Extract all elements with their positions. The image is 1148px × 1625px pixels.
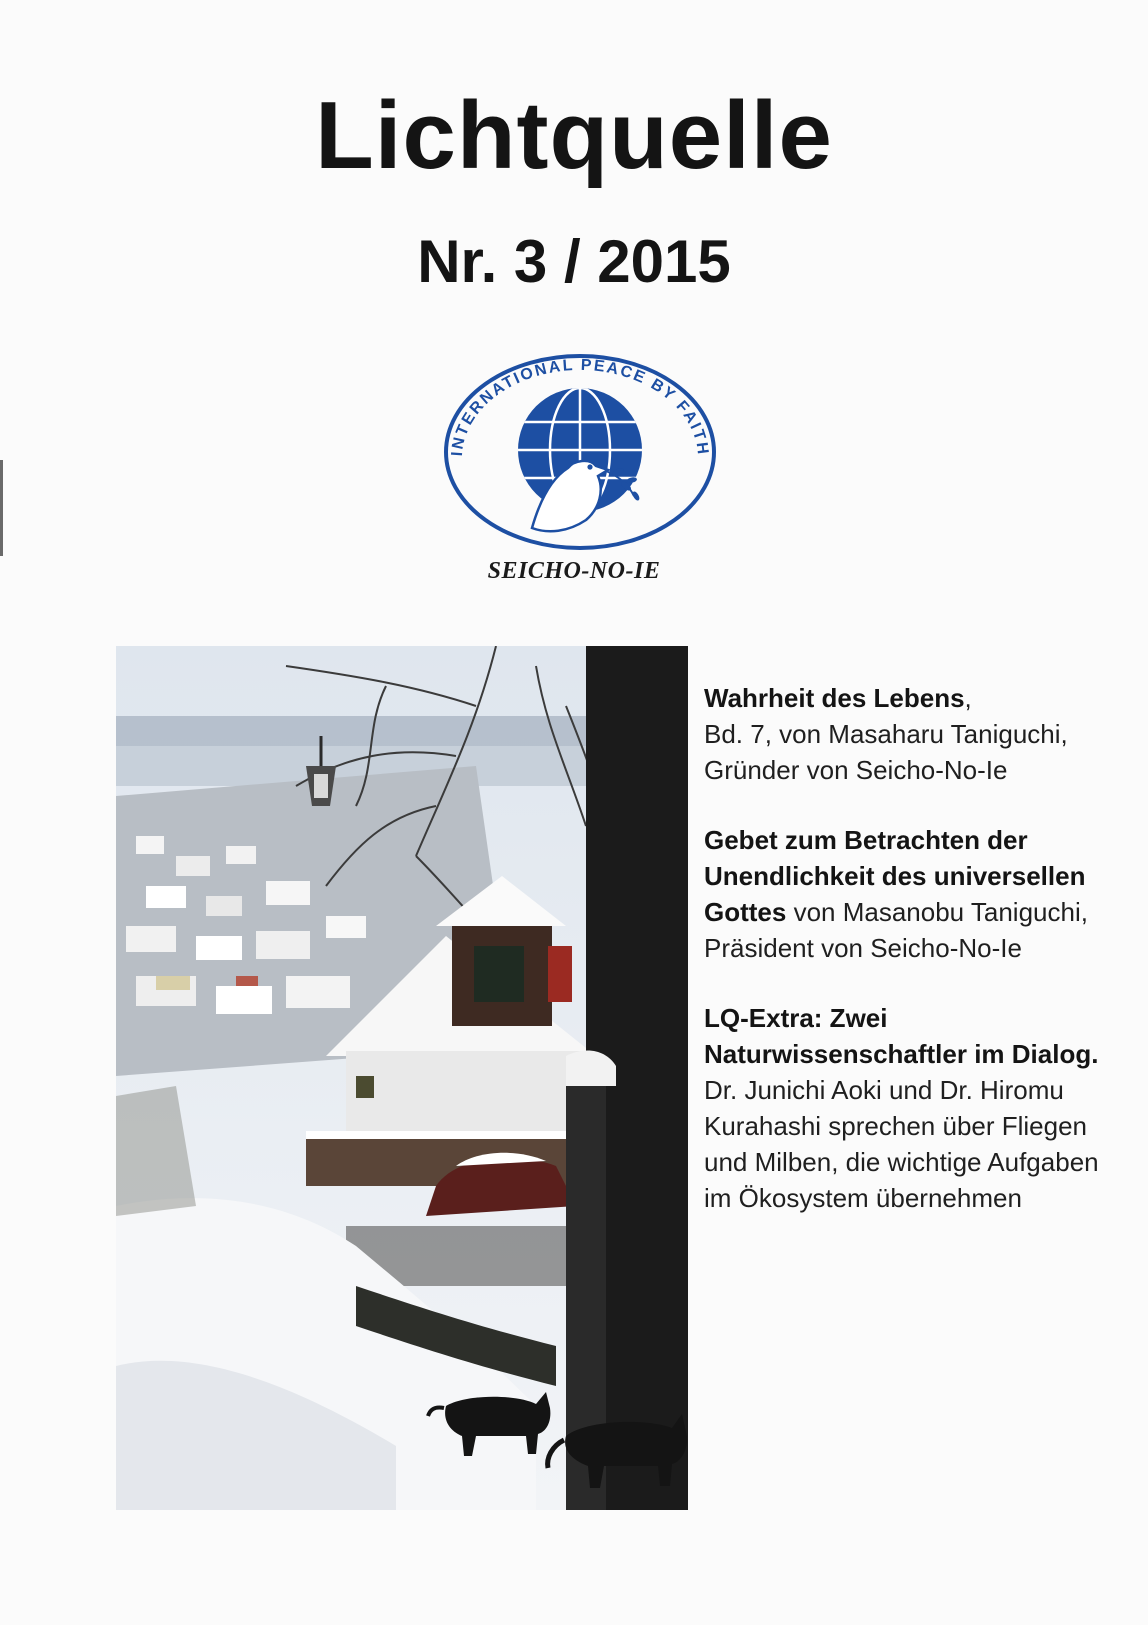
logo-ring-text: INTERNATIONAL PEACE BY FAITH bbox=[448, 356, 712, 457]
toc-item-text: von Masanobu Taniguchi, Präsident von Seicho-No-Ie bbox=[704, 897, 1088, 963]
seicho-no-ie-logo bbox=[440, 350, 720, 550]
magazine-title: Lichtquelle bbox=[315, 82, 833, 189]
toc-item-title: LQ-Extra: Zwei Naturwissenschaftler im Dialog. bbox=[704, 1003, 1099, 1069]
toc-item-lq-extra bbox=[704, 1000, 1124, 1216]
toc-item-title: Wahrheit des Lebens bbox=[704, 683, 965, 713]
scan-edge-mark bbox=[0, 460, 3, 556]
table-of-contents bbox=[704, 680, 1124, 1250]
cover-photo-winter-village bbox=[116, 646, 688, 1510]
issue-number: Nr. 3 / 2015 bbox=[417, 228, 731, 295]
toc-item-text: Dr. Junichi Aoki und Dr. Hiromu Kurahashi sprechen über Fliegen und Milben, die wichtige Aufgaben im Ökosystem übernehmen bbox=[704, 1075, 1099, 1213]
toc-item-wahrheit-des-lebens bbox=[704, 680, 1124, 788]
toc-item-gebet bbox=[704, 822, 1124, 966]
toc-item-text: Bd. 7, von Masaharu Taniguchi, Gründer von Seicho-No-Ie bbox=[704, 719, 1068, 785]
toc-item-title: Gebet zum Betrachten der Unendlichkeit des universellen Gottes bbox=[704, 825, 1086, 927]
toc-item-punctuation: , bbox=[964, 683, 972, 713]
logo-name: SEICHO-NO-IE bbox=[487, 558, 661, 584]
